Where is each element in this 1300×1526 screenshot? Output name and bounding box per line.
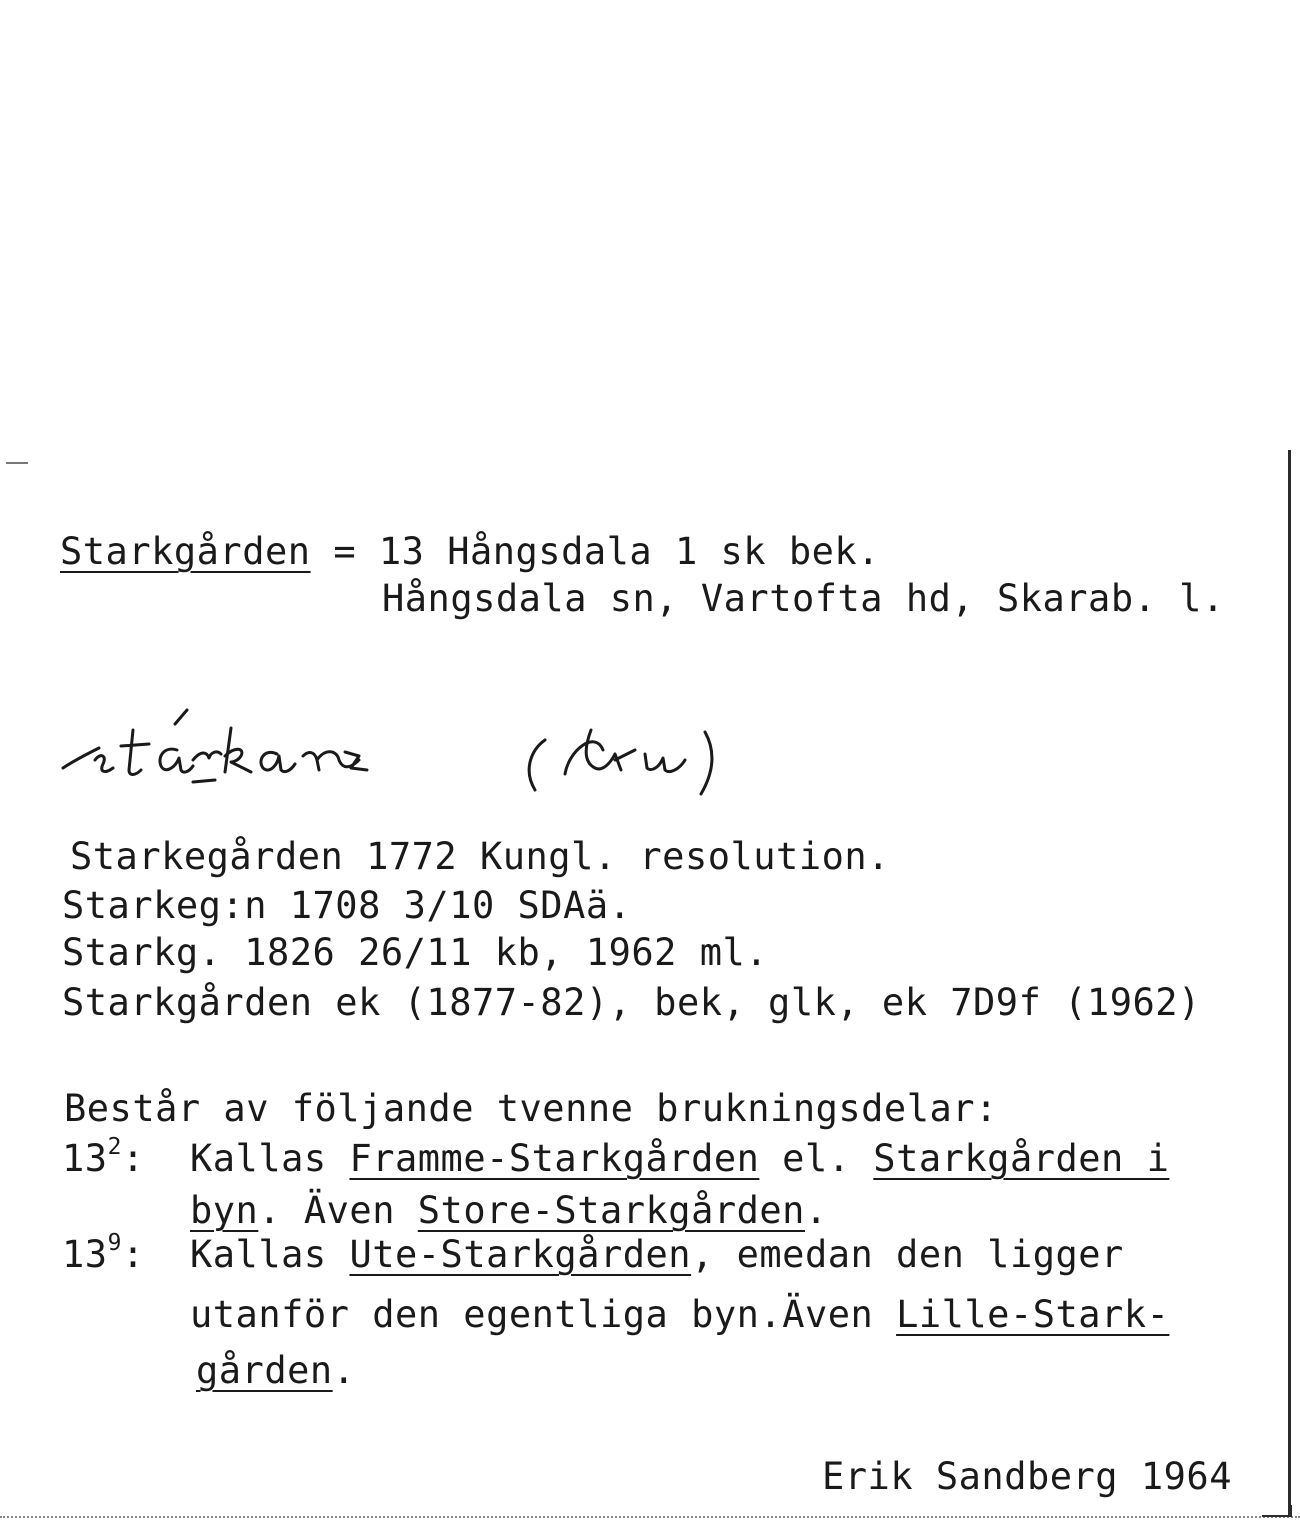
card-corner: [1262, 1505, 1292, 1517]
part-2-number: [62, 1229, 145, 1276]
card-bottom-edge: [0, 1516, 1300, 1518]
card-right-edge: [1288, 450, 1291, 1516]
part-2-superscript: 9: [107, 1229, 122, 1256]
farm-name: Store-Starkgården: [417, 1189, 805, 1232]
parts-intro: Består av följande tvenne brukningsdelar:: [64, 1087, 998, 1130]
record-line-1: Starkegården 1772 Kungl. resolution.: [70, 835, 890, 878]
part-1-line-1: [190, 1137, 1170, 1180]
part-1-line-2: [190, 1189, 828, 1232]
farm-name: Framme-Starkgården: [349, 1137, 760, 1180]
header-line: [60, 530, 880, 573]
text-run: .: [332, 1349, 356, 1392]
handwritten-pronunciation-note: [55, 690, 755, 810]
part-2-line-1: [190, 1233, 1124, 1276]
property-reference: 13 Hångsdala 1 sk bek.: [378, 530, 880, 573]
part-1-number: [62, 1133, 145, 1180]
card-edge-mark: [6, 462, 28, 464]
farm-name: Lille-Stark-: [896, 1293, 1170, 1336]
part-2-colon: :: [121, 1233, 145, 1276]
record-line-3: Starkg. 1826 26/11 kb, 1962 ml.: [62, 931, 769, 974]
text-run: Även: [782, 1293, 897, 1336]
part-2-line-2: [190, 1293, 1170, 1336]
text-run: .: [804, 1189, 828, 1232]
part-2-line-3: [196, 1349, 356, 1392]
part-2-base: 13: [62, 1233, 108, 1276]
farm-name: Ute-Starkgården: [349, 1233, 692, 1276]
equals-sign: =: [310, 530, 379, 573]
farm-name: gården: [196, 1349, 333, 1392]
part-1-superscript: 2: [107, 1133, 122, 1160]
part-1-colon: :: [121, 1137, 145, 1180]
record-line-2: Starkeg:n 1708 3/10 SDAä.: [62, 884, 632, 927]
text-run: el.: [759, 1137, 874, 1180]
place-name: Starkgården: [60, 530, 311, 573]
record-line-4: Starkgården ek (1877-82), bek, glk, ek 7D9f (1962): [62, 981, 1201, 1024]
location-line: Hångsdala sn, Vartofta hd, Skarab. l.: [382, 577, 1225, 620]
farm-name: Starkgården i: [873, 1137, 1170, 1180]
text-run: Kallas: [190, 1233, 350, 1276]
part-1-base: 13: [62, 1137, 108, 1180]
farm-name: byn: [190, 1189, 259, 1232]
text-run: Kallas: [190, 1137, 350, 1180]
text-run: utanför den egentliga byn.: [190, 1293, 783, 1336]
text-run: , emedan den ligger: [691, 1233, 1124, 1276]
text-run: . Även: [258, 1189, 418, 1232]
author-signature: Erik Sandberg 1964: [822, 1455, 1232, 1498]
